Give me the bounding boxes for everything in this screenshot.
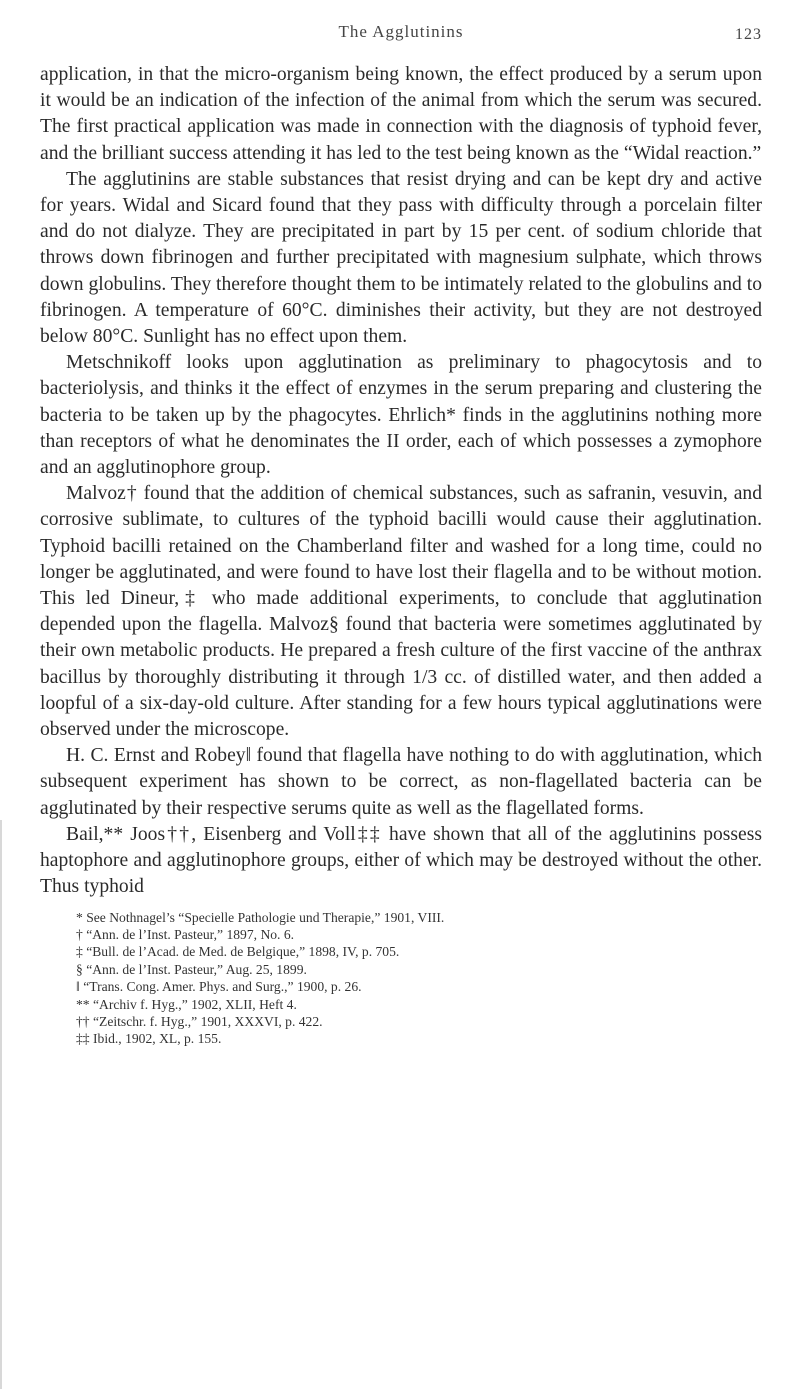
footnote-5: ‖ “Trans. Cong. Amer. Phys. and Surg.,” 1900, p. 26.	[76, 979, 362, 995]
footnote-8: ‡‡ Ibid., 1902, XL, p. 155.	[76, 1031, 222, 1047]
paragraph-2: The agglutinins are stable substances that resist drying and can be kept dry and active for years. Widal and Sicard found that they pass with difficulty through a porcelain filter and do not dialyze. They are precipitated in part by 15 per cent. of sodium chloride that throws down fibrinogen and further precipitated with magnesium sulphate, which throws down globulins. They therefore thought them to be intimately related to the globulins and to fibrinogen. A temperature of 60°C. diminishes their activity, but they are not destroyed below 80°C. Sunlight has no effect upon them.	[40, 168, 762, 348]
footnote-2: † “Ann. de l’Inst. Pasteur,” 1897, No. 6.	[76, 926, 295, 942]
running-title: The Agglutinins	[338, 22, 464, 41]
margin-rule	[0, 820, 2, 1389]
paragraph-5: H. C. Ernst and Robey‖ found that flagella have nothing to do with agglutination, which subsequent experiment has shown to be correct, as non-flagellated bacteria can be agglutinated by their respective serums quite as well as the flagellated forms.	[40, 745, 762, 819]
page-number: 123	[735, 26, 762, 43]
footnote-7: †† “Zeitschr. f. Hyg.,” 1901, XXXVI, p. 422.	[76, 1013, 323, 1029]
footnote-4: § “Ann. de l’Inst. Pasteur,” Aug. 25, 1899.	[76, 961, 307, 977]
paragraph-6: Bail,** Joos††, Eisenberg and Voll‡‡ have shown that all of the agglutinins possess haptophore and agglutinophore groups, either of which may be destroyed without the other. Thus typhoid	[40, 823, 762, 898]
footnote-1: * See Nothnagel’s “Specielle Pathologie und Therapie,” 1901, VIII.	[76, 909, 445, 925]
footnote-6: ** “Archiv f. Hyg.,” 1902, XLII, Heft 4.	[76, 996, 297, 1012]
book-page	[40, 22, 762, 1048]
body-text	[40, 62, 762, 901]
footnotes	[40, 909, 762, 1048]
paragraph-3: Metschnikoff looks upon agglutination as preliminary to phagocytosis and to bacteriolysis, and thinks it the effect of enzymes in the serum preparing and clustering the bacteria to be taken up by the phagocytes. Ehrlich* finds in the agglutinins nothing more than receptors of what he denominates the II order, each of which possesses a zymophore and an agglutinophore group.	[40, 352, 762, 479]
paragraph-1: application, in that the micro-organism being known, the effect produced by a serum upon it would be an indication of the infection of the animal from which the serum was secured. The first practical application was made in connection with the diagnosis of typhoid fever, and the brilliant success attending it has led to the test being known as the “Widal reaction.”	[40, 64, 762, 164]
running-head	[40, 22, 762, 62]
footnote-3: ‡ “Bull. de l’Acad. de Med. de Belgique,” 1898, IV, p. 705.	[76, 944, 400, 960]
paragraph-4: Malvoz† found that the addition of chemical substances, such as safranin, vesuvin, and corrosive sublimate, to cultures of the typhoid bacilli would cause their agglutination. Typhoid bacilli retained on the Chamberland filter and washed for a long time, could no longer be agglutinated, and were found to have lost their flagella and to be without motion. This led Dineur,‡ who made additional experiments, to conclude that agglutination depended upon the flagella. Malvoz§ found that bacteria were sometimes agglutinated by their own metabolic products. He prepared a fresh culture of the first vaccine of the anthrax bacillus by thoroughly distributing it through 1/3 cc. of distilled water, and then added a loopful of a six-day-old culture. After standing for a few hours typical agglutinations were observed under the microscope.	[40, 483, 762, 741]
